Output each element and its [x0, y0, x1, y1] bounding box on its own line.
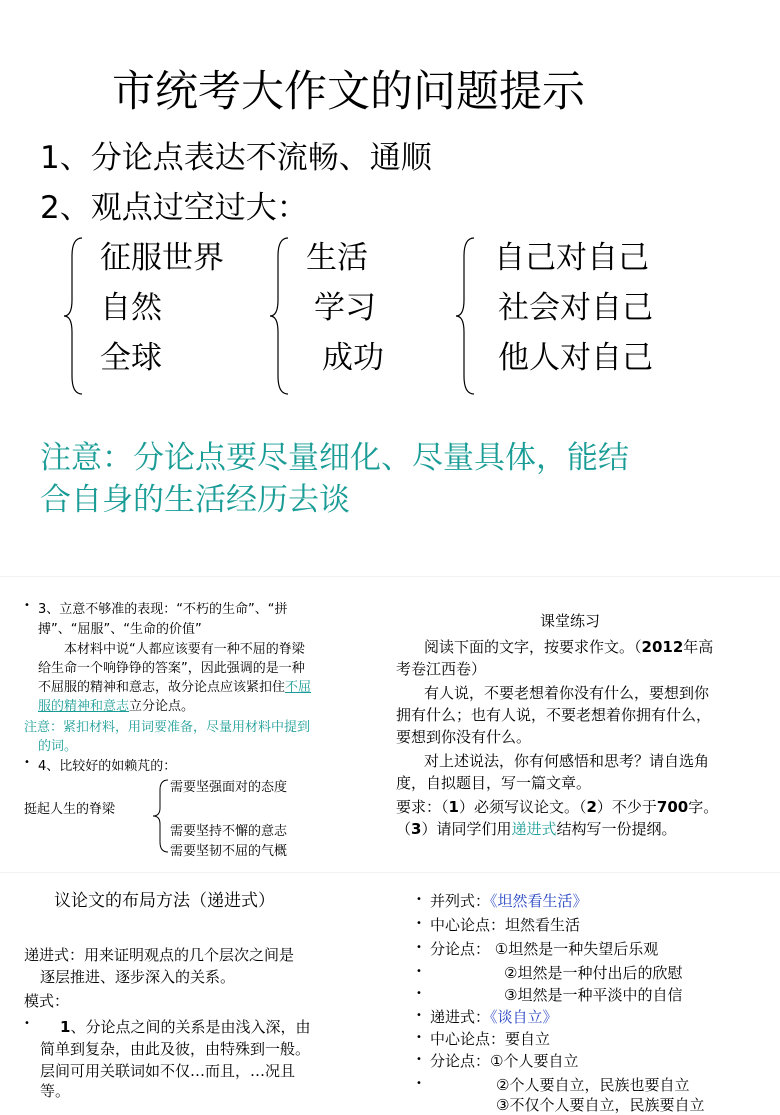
- text-line: 中心论点：坦然看生活: [430, 916, 581, 934]
- number: 2: [586, 798, 597, 816]
- right-brace-icon: [452, 236, 482, 396]
- tree-branch: 需要坚韧不屈的气概: [170, 844, 288, 859]
- text-line: 分论点： ①坦然是一种失望后乐观: [430, 940, 659, 958]
- highlight-term: 递进式: [511, 820, 557, 838]
- number: 1: [60, 1018, 71, 1036]
- text-line: [396, 796, 718, 817]
- text-line: 要想到你没有什么。: [396, 728, 532, 746]
- left-brace-icon: [60, 236, 90, 396]
- text-line: 给生命一个响铮铮的答案”，因此强调的是一种: [38, 661, 305, 676]
- note-line: 的词。: [38, 739, 78, 754]
- text-line: ②坦然是一种付出后的欣慰: [504, 964, 683, 982]
- exercise-title: 课堂练习: [540, 612, 601, 630]
- text-span: 不屈服的精神和意志，故分论点应该紧扣住: [38, 680, 286, 695]
- text-line: ③坦然是一种平淡中的自信: [504, 986, 683, 1004]
- text-span: 年高: [683, 638, 714, 656]
- text-span: 阅读下面的文字，按要求作文。（: [424, 638, 642, 656]
- bullet-icon: •: [416, 1054, 422, 1065]
- text-line: 模式：: [24, 992, 70, 1010]
- col3-item: 社会对自己: [498, 290, 653, 326]
- text-span: 并列式：: [430, 892, 491, 910]
- note-line: 合自身的生活经历去谈: [40, 482, 350, 518]
- text-line: 3、立意不够准的表现：“不朽的生命”、“拼: [38, 602, 288, 617]
- text-span: 立分论点。: [129, 699, 195, 714]
- text-line: 本材料中说“人都应该要有一种不屈的脊梁: [64, 642, 305, 657]
- bullet-icon: •: [416, 894, 422, 905]
- slide-divider: [0, 576, 780, 577]
- text-span: ）请同学们用: [421, 820, 512, 838]
- text-span: 递进式：: [430, 1008, 491, 1026]
- tree-branch: 需要坚强面对的态度: [170, 780, 288, 795]
- point-1: 1、分论点表达不流畅、通顺: [40, 140, 432, 176]
- text-line: 度，自拟题目，写一篇文章。: [396, 774, 592, 792]
- bullet-icon: •: [416, 988, 422, 999]
- text-span: 字。: [688, 798, 719, 816]
- year-number: 2012: [641, 638, 684, 656]
- tree-branch: 需要坚持不懈的意志: [170, 824, 288, 839]
- text-line: [60, 1016, 310, 1037]
- text-line: [430, 890, 588, 911]
- text-line: [38, 695, 194, 714]
- bullet-icon: •: [416, 1010, 422, 1021]
- underlined-phrase: 不屈: [285, 680, 312, 695]
- slide-divider: [0, 872, 780, 873]
- text-span: ）不少于: [596, 798, 657, 816]
- text-line: 层间可用关联词如不仅…而且，…况且: [40, 1062, 296, 1080]
- col2-item: 学习: [314, 290, 376, 326]
- slide-title: 市统考大作文的问题提示: [112, 67, 585, 117]
- col3-item: 他人对自己: [498, 340, 653, 376]
- col2-item: 生活: [306, 240, 368, 276]
- text-span: 要求：（: [396, 798, 449, 816]
- text-span: 、分论点之间的关系是由浅入深，由: [70, 1018, 311, 1036]
- note-line: 注意：紧扣材料，用词要准备，尽量用材料中提到: [24, 720, 311, 735]
- col3-item: 自己对自己: [494, 240, 649, 276]
- text-line: 拥有什么；也有人说，不要老想着你拥有什么，: [396, 706, 712, 724]
- text-line: [430, 1006, 558, 1027]
- text-line: 逐层推进、逐步深入的关系。: [40, 968, 236, 986]
- point-2: 2、观点过空过大：: [40, 190, 308, 226]
- number: 3: [411, 820, 422, 838]
- text-span: 结构写一份提纲。: [556, 820, 677, 838]
- tree-root: 挺起人生的脊梁: [24, 802, 116, 817]
- small-brace-icon: [150, 778, 172, 854]
- bullet-icon: •: [416, 1078, 422, 1089]
- col1-item: 征服世界: [100, 240, 224, 276]
- layout-title: 议论文的布局方法（递进式）: [54, 891, 275, 911]
- text-line: [396, 818, 677, 839]
- text-line: 考卷江西卷）: [396, 660, 487, 678]
- text-line: 搏”、“屈服”、“生命的价值”: [38, 622, 202, 637]
- text-line: 中心论点：要自立: [430, 1030, 551, 1048]
- col2-item: 成功: [322, 340, 384, 376]
- col1-item: 自然: [100, 290, 162, 326]
- text-span: （: [396, 820, 412, 838]
- number: 1: [448, 798, 459, 816]
- middle-brace-icon: [266, 236, 296, 396]
- text-line: 分论点：①个人要自立: [430, 1052, 579, 1070]
- col1-item: 全球: [100, 340, 162, 376]
- bullet-icon: •: [416, 966, 422, 977]
- essay-title: 《谈自立》: [490, 1008, 558, 1026]
- bullet-icon: •: [416, 1032, 422, 1043]
- text-line: [38, 676, 311, 695]
- number: 700: [656, 798, 689, 816]
- text-line: 对上述说法，你有何感悟和思考？请自选角: [424, 752, 710, 770]
- bullet-icon: •: [24, 600, 30, 611]
- essay-title: 《坦然看生活》: [490, 892, 588, 910]
- note-line: 注意：分论点要尽量细化、尽量具体，能结: [40, 440, 629, 476]
- bullet-icon: •: [24, 1018, 30, 1029]
- text-span: ）必须写议论文。（: [458, 798, 587, 816]
- text-line: 简单到复杂，由此及彼，由特殊到一般。: [40, 1040, 311, 1058]
- bullet-icon: •: [24, 757, 30, 768]
- bullet-icon: •: [416, 942, 422, 953]
- text-line: 4、比较好的如赖芃的：: [38, 759, 177, 774]
- text-line: 递进式：用来证明观点的几个层次之间是: [24, 946, 295, 964]
- text-line: 等。: [40, 1082, 71, 1100]
- text-line: [424, 636, 713, 657]
- bullet-icon: •: [416, 918, 422, 929]
- underlined-phrase: 服的精神和意志: [38, 699, 130, 714]
- text-line: ②个人要自立，民族也要自立: [496, 1076, 690, 1094]
- text-line: 有人说，不要老想着你没有什么，要想到你: [424, 684, 710, 702]
- text-line: ③不仅个人要自立，民族要自立: [496, 1096, 705, 1114]
